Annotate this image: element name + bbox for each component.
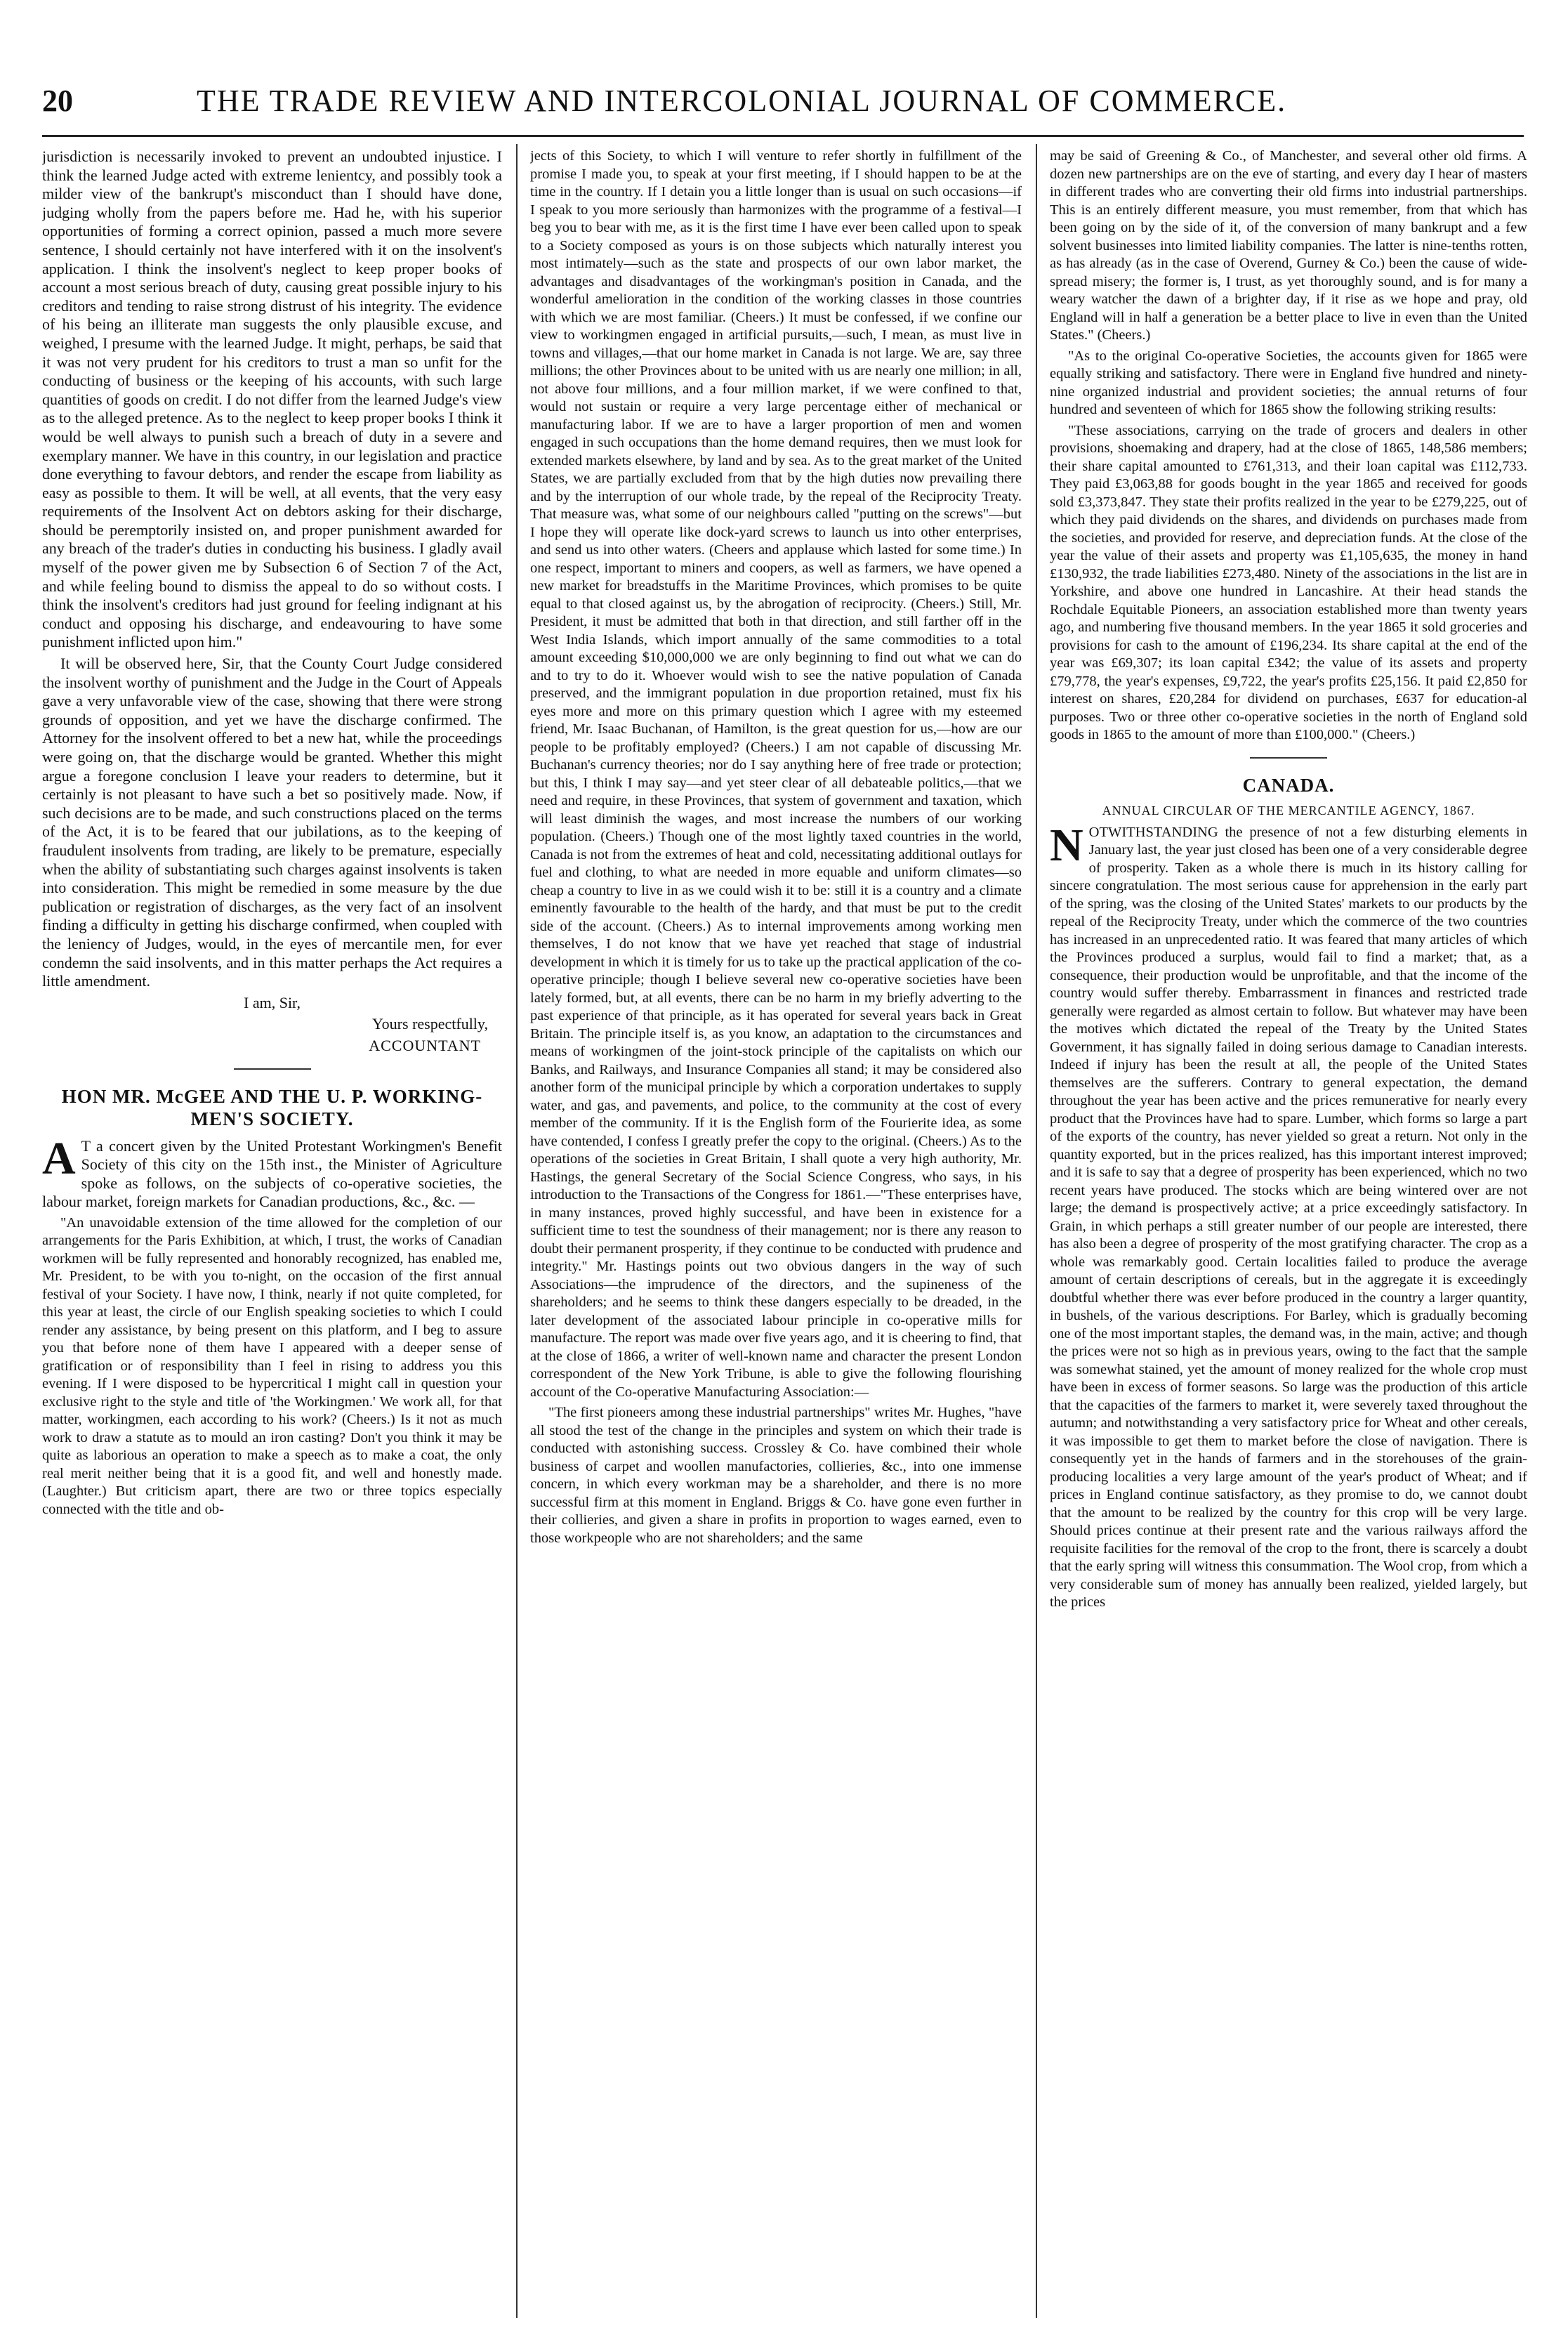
article-paragraph: jects of this Society, to which I will venture to refer shortly in fulfillment of the promise I made you, to speak at your first meeting, if I should happen to be at the time in the country. If I detain you a little longer than is usual on such occasions—if I speak to you more seriously than harmonizes with the programme of a festival—I beg you to bear with me, as it is the first time I have ever been called upon to speak to a Society composed as yours is on those subjects which naturally interest you most intimately—such as the state and prospects of our own labor market, the advantages and disadvantages of the workingman's position in Canada, and the wonderful amelioration in the condition of the working classes in those countries with which we are most familiar. (Cheers.) It must be confessed, if we confine our view to workingmen engaged in artificial pursuits,—such, I mean, as must live in towns and villages,—that our home market in Canada is not large. We are, say three millions; the other Provinces about to be united with us are nearly one million; in all, not above four millions, and a four million market, if we were confined to that, would not sustain or require a very large percentage either of mechanical or manufacturing labor. If we are to have a larger proportion of men and women engaged in such occupations than the home demand requires, then we must look for extended markets elsewhere, by land and by sea. As to the great market of the United States, we are partially excluded from that by the high duties now prevailing there and by the interruption of our whole trade, by the repeal of the Reciprocity Treaty. That measure was, what some of our neighbours called "putting on the screws"—but I hope they will operate like dock-yard screws to launch us into other enterprises, and send us into other waters. (Cheers and applause which lasted for some time.) In one respect, important to miners and coopers, as well as farmers, we have opened a new market for breadstuffs in the Maritime Provinces, which promises to be quite equal to that closed against us, by the abrogation of reciprocity. (Cheers.) Still, Mr. President, it must be admitted that both in that direction, and still farther off in the West India Islands, which import annually of the same commodities to a total amount exceeding $10,000,000 we are only beginning to find out what we can do and to try to do it. Whoever would wish to see the native population of Canada preserved, and the immigrant population in due proportion retained, must fix his eyes more and more on this primary question which I agree with my esteemed friend, Mr. Isaac Buchanan, of Hamilton, is the great question for us,—how are our people to be profitably employed? (Cheers.) I am not capable of discussing Mr. Buchanan's currency theories; nor do I say anything here of free trade or protection; but this, I think I may say—and yet steer clear of all debateable politics,—that we need and require, in these Provinces, that system of government and taxation, which will least diminish the wages, and most increase the numbers of our working population. (Cheers.) Though one of the most lightly taxed countries in the world, Canada is not from the extremes of heat and cold, necessitating additional outlays for fuel and clothing, to what are needed in more equable and uniform climates—so cheap a country to live in as we could wish it to be: still it is a country and a climate eminently favourable to the health of the hardy, and that must be put to the credit side of the account. (Cheers.) As to internal improvements among working men themselves, I do not know that we have yet reached that stage of industrial development in which it is timely for us to take up the practical application of the co-operative principle; though I believe several new co-operative societies have been lately formed, but, at all events, there can be no harm in my briefly adverting to the past experience of that principle, as it has operated for several years back in Great Britain. The principle itself is, as you know, an adaptation to the circumstances and means of workingmen of the joint-stock principle of the capitalists on which our Banks, and Railways, and Insurance Companies all stand; it may be considered also another form of the municipal principle by which a corporation undertakes to supply water, and gas, and pavements, and police, to the community at the cost of every member of the community. If it is the English form of the Fourierite idea, as some have contended, I confess I greatly prefer the copy to the original. (Cheers.) As to the operations of the societies in Great Britain, I shall quote a very high authority, Mr. Hastings, the general Secretary of the Social Science Congress, who says, in his introduction to the Transactions of the Congress for 1861.—"These enterprises have, in many instances, proved highly successful, and have been in existence for a sufficient time to test the soundness of their management; nor is there any reason to doubt their permanent prosperity, if they continue to be conducted with prudence and integrity." Mr. Hastings points out two obvious dangers in the way of such Associations—the imprudence of the directors, and the supineness of the shareholders; and he seems to think these dangers especially to be dreaded, in the later development of the associated labour principle in co-operative mills for manufacture. The report was made over five years ago, and it is cheering to find, that at the close of 1866, a writer of well-known name and character the present London correspondent of the New York Tribune, is able to give the following flourishing account of the Co-operative Manufacturing Association:— [530, 148, 1022, 1400]
column-1 [42, 147, 502, 2318]
speech-paragraph: "An unavoidable extension of the time allowed for the completion of our arrangements for the Paris Exhibition, at which, I trust, the works of Canadian workmen will be fully represented and honorably recognized, has enabled me, Mr. President, to be with you to-night, on the occasion of the first annual festival of your Society. I have now, I think, nearly if not quite completed, for this year at least, the circle of our English speaking societies to which I could render any assistance, by being present on this platform, and I beg to assure you that before none of them have I appeared with a deeper sense of gratification or of responsibility than I feel in rising to address you this evening. If I were disposed to be hypercritical I might call in question your exclusive right to the style and title of 'the Workingmen.' We work all, for that matter, workingmen, each according to his work? (Cheers.) Is it not as much work to draw a statute as to mould an iron casting? Don't you think it may be quite as laborious an operation to make a speech as to make a coat, the only real merit neither being that it is a good fit, and well and honestly made. (Laughter.) But criticism apart, there are two or three topics especially connected with the title and ob- [42, 1214, 502, 1517]
section-intro-text: T a concert given by the United Protestant Workingmen's Benefit Society of this city on the 15th inst., the Minister of Agriculture spoke as follows, on the subjects of co-operative societies, the labour market, foreign markets for Canadian productions, &c., &c. — [42, 1136, 502, 1211]
page-header [42, 83, 1524, 132]
header-rule [42, 135, 1524, 137]
speech-block [42, 1214, 502, 1519]
article-paragraph: jurisdiction is necessarily invoked to prevent an undoubted injustice. I think the learned Judge acted with extreme lenientcy, and possibly took a milder view of the bankrupt's misconduct than I should have done, judging wholly from the papers before me. Had he, with his superior opportunities of forming a correct opinion, passed a much more severe sentence, I should certainly not have interfered with it on the insolvent's application. I think the insolvent's neglect to keep proper books of account a most serious breach of duty, causing great possible injury to his creditors and tending to raise strong distrust of his integrity. The evidence of his being an illiterate man suggests the only plausible excuse, and weighed, I presume with the learned Judge. It might, perhaps, be said that it was not very prudent for his creditors to trust a man so unfit for the conducting of business or the keeping of his accounts, with such large quantities of goods on credit. I do not differ from the learned Judge's view as to the alleged pretence. As to the neglect to keep proper books I think it would be well always to punish such a breach of duty in a severe and exemplary manner. We have in this country, in our legislation and practice done everything to favour debtors, and render the escape from liability as easy as possible to them. It will be well, at all events, that the very easy requirements of the Insolvent Act on debtors asking for their discharge, should be peremptorily insisted on, and proper punishment awarded for any breach of the trader's duties in conducting his business. I gladly avail myself of the power given me by Subsection 6 of Section 7 of the Act, and while feeling bound to dismiss the appeal to do so without costs. I think the insolvent's creditors had just ground for feeling indignant at his conduct and opposing his discharge, and endeavouring to have some punishment inflicted upon him." [42, 147, 502, 651]
article-paragraph: "As to the original Co-operative Societies, the accounts given for 1865 were equally striking and satisfactory. There were in England five hundred and ninety-nine organized industrial and provident societies; the annual returns of four hundred and seventeen of which for 1865 show the following striking results: [1050, 348, 1527, 417]
section-paragraph [1050, 819, 1527, 1612]
section-intro [42, 1132, 502, 1212]
article-paragraph: "The first pioneers among these industrial partnerships" writes Mr. Hughes, "have all stood the test of the change in the principles and system on which their trade is conducted with astonishing success. Crossley & Co. have combined their whole business of carpet and woollen manufactories, collieries, &c., into one immense concern, in which every workman may be a shareholder, and there is no more successful firm at this moment in England. Briggs & Co. have gone even further in their collieries, and given a share in profits in proportion to wages earned, even to those workpeople who are not shareholders; and the same [530, 1405, 1022, 1546]
column-3 [1050, 147, 1527, 2318]
drop-cap: A [42, 1132, 76, 1184]
column-2 [530, 147, 1022, 2318]
article-paragraph: may be said of Greening & Co., of Manchester, and several other old firms. A dozen new partnerships are on the eve of starting, and every day I hear of masters in different trades who are converting their old firms into industrial partnerships. This is an entirely different measure, you must remember, from that which has been going on by the side of it, of the conversion of many bankrupt and a few solvent businesses into limited liability companies. The latter is nine-tenths rotten, as has already (as in the case of Overend, Gurney & Co.) been the cause of wide-spread misery; the former is, I trust, as yet thoroughly sound, and is for many a weary watcher the dawn of a brighter day, if it rise as we hope and pray, old England will in half a generation be a better place to live in even than the United States." (Cheers.) [1050, 148, 1527, 343]
letter-closing-2: Yours respectfully, [372, 1015, 488, 1033]
article-paragraph: "These associations, carrying on the trade of grocers and dealers in other provisions, shoemaking and drapery, had at the close of 1865, 148,586 members; their share capital amounted to £761,313, and their loan capital was £112,733. They paid £3,063,88 for goods bought in the year 1865 and received for goods sold £3,373,847. They state their profits realized in the year to be £279,225, out of which they paid dividends on the shares, and dividends on purchases made from the societies, and provided for reserve, and depreciation funds. At the close of the year the value of their assets and property was £1,105,635, the money in hand £130,932, the trade liabilities £273,480. Ninety of the associations in the list are in Yorkshire, and above one hundred in Lancashire. At their head stands the Rochdale Equitable Pioneers, an association established more than twenty years ago, and numbering five thousand members. In the year 1865 it sold groceries and provisions for cash to the amount of £196,234. Its share capital at the end of the year was £69,307; its loan capital £342; the value of its assets and property £79,778, the year's expenses, £9,722, the year's profits £25,156. It paid £2,850 for interest on shares, £20,284 for dividend on purchases, £637 for education-al purposes. Two or three other co-operative societies in the north of England sold goods in 1865 to the amount of more than £100,000." (Cheers.) [1050, 422, 1527, 742]
section-title: HON MR. McGEE AND THE U. P. WORKING-MEN'S SOCIETY. [61, 1085, 483, 1129]
drop-cap: N [1050, 819, 1083, 871]
page-number: 20 [42, 84, 73, 118]
article-paragraph: It will be observed here, Sir, that the County Court Judge considered the insolvent worthy of punishment and the Judge in the Court of Appeals gave a very unfavorable view of the case, showing that there were strong grounds of opposition, and yet we have the discharge confirmed. The Attorney for the insolvent offered to bet a new hat, while the proceedings were going on, that the discharge would be granted. Whether this might argue a foregone conclusion I leave your readers to determine, but it certainly is not pleasant to have such a bet so positively made. Now, if such decisions are to be made, and such constructions placed on the terms of the Act, it is to be feared that our jubilations, as to the keeping of fraudulent insolvents from trading, are likely to be premature, especially when the ability of substantiating such charges against insolvents is taken into consideration. This might be remedied in some measure by the due publication or registration of discharges, as the very fact of an insolvent finding a difficulty in getting his discharge confirmed, when coupled with the leniency of Judges, would, in the eyes of mercantile men, for ever condemn the said insolvents, and in this matter perhaps the Act requires a little amendment. [42, 655, 502, 990]
section-separator [1250, 757, 1327, 759]
column-divider [516, 144, 518, 2318]
letter-signature: ACCOUNTANT [369, 1036, 481, 1054]
section-title: CANADA. [1242, 774, 1335, 796]
running-title: THE TRADE REVIEW AND INTERCOLONIAL JOURNAL OF COMMERCE. [197, 84, 1287, 118]
section-subtitle: ANNUAL CIRCULAR OF THE MERCANTILE AGENCY, 1867. [1102, 803, 1475, 818]
section-paragraph-text: OTWITHSTANDING the presence of not a few disturbing elements in January last, the year just closed has been one of a very considerable degree of prosperity. Taken as a whole there is much in its history calling for sincere congratulation. The most serious cause for apprehension in the early part of the spring, was the closing of the United States' markets to our products by the repeal of the Reciprocity Treaty, under which the commerce of the two countries has increased in an unprecedented ratio. It was feared that many articles of which the Provinces produced a surplus, would fail to find a market; that, as a consequence, their production would be unprofitable, and that the income of the country would suffer thereby. Embarrassment in finances and restricted trade generally were regarded as almost certain to follow. But whatever may have been the motives which dictated the repeal of the Treaty by the United States Government, it has signally failed in doing serious damage to Canadian interests. Indeed if injury has been the result at all, the people of the United States themselves are the sufferers. Contrary to general expectation, the demand throughout the year has been active and the prices remunerative for nearly every product that the Provinces have had to spare. Lumber, which forms so large a part of the exports of the country, has never yielded so great a return. Not only in the quantity exported, but in the prices realized, has this important interest improved; and it is safe to say that a degree of prosperity has been experienced, which no two recent years have produced. The stocks which are being wintered over are not large; the demand is prospectively active; at a price exceedingly satisfactory. In Grain, in which perhaps a still greater number of our people are interested, there has also been a degree of prosperity of the most gratifying character. The crop as a whole was remarkably good. Certain localities failed to produce the average amount of certain descriptions of cereals, but in the aggregate it is exceedingly doubtful whether there was ever before produced in the country a larger quantity, in bushels, of the various descriptions. For Barley, which is gradually becoming one of the most important staples, the demand was, in the main, active; and though the prices were not so high as in previous years, owing to the fact that the sample was somewhat stained, yet the amount of money realized for the whole crop must have been in excess of former seasons. So large was the production of this article that the capacities of the farmers to market it, were severely taxed throughout the autumn; and notwithstanding a very satisfactory price for Wheat and other cereals, it was impossible to get them to market before the close of navigation. There is consequently yet in the hands of farmers and in the storehouses of the grain-producing localities a very large amount of the year's product of Wheat; and if prices in England continue satisfactory, as they promise to do, we cannot doubt that the amount to be realized by the country for this crop will be very large. Should prices continue at their present rate and the various railways afford the requisite facilities for the removal of the crop to the front, there is scarcely a doubt that the early spring will witness this consummation. The Wool crop, from which a very considerable sum of money has annually been realized, yielded largely, but the prices [1050, 824, 1527, 1610]
column-divider [1036, 144, 1037, 2318]
section-separator [234, 1068, 311, 1070]
letter-closing: I am, Sir, [244, 993, 301, 1011]
